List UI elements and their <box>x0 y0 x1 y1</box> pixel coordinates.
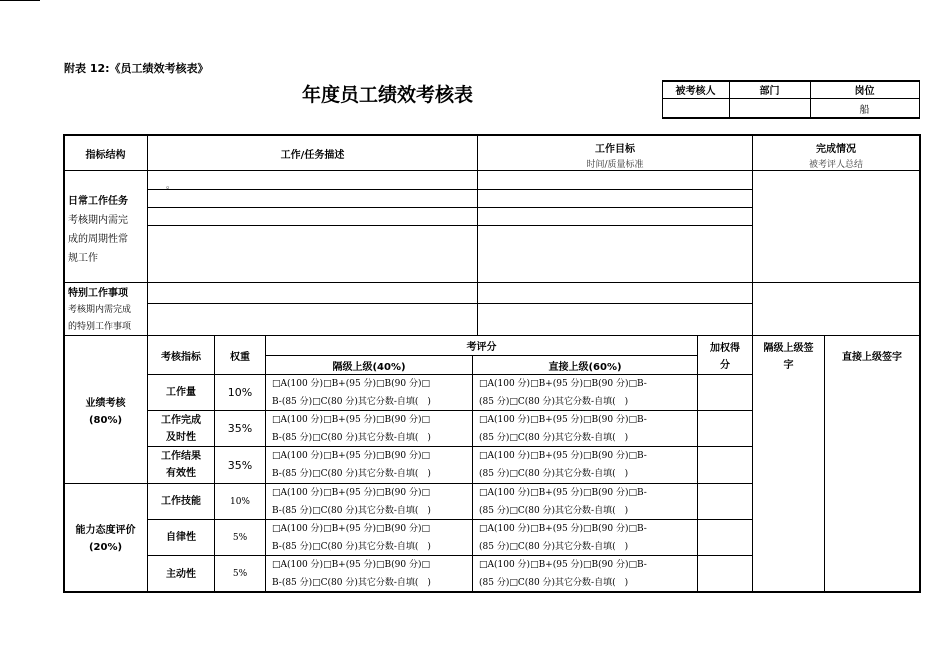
eval-row-weight: 35% <box>227 422 253 435</box>
special-desc-1: 考核期内需完成 <box>68 305 132 315</box>
eval-row-direct-options[interactable] <box>473 375 697 410</box>
eval-row-direct-options[interactable] <box>473 556 697 592</box>
info-header-department: 部门 <box>759 86 780 97</box>
eval-row-indicator-line: 工作量 <box>166 387 196 398</box>
score-option-line[interactable]: □A(100 分)□B+(95 分)□B(90 分)□B- <box>479 379 647 389</box>
eval-row-indicator-line: 主动性 <box>166 568 196 580</box>
score-option-line[interactable]: B-(85 分)□C(80 分)其它分数-自填( ) <box>272 469 431 479</box>
score-option-line[interactable]: (85 分)□C(80 分)其它分数-自填( ) <box>479 542 629 552</box>
score-option-line[interactable]: □A(100 分)□B+(95 分)□B(90 分)□ <box>272 451 431 461</box>
year-blank-line[interactable] <box>0 0 40 1</box>
eval-header-direct-sign: 直接上级签字 <box>842 351 902 363</box>
eval-header-direct-level: 直接上级(60%) <box>548 361 622 373</box>
info-value-position[interactable]: 船 <box>859 104 870 116</box>
eval-row-skip-options[interactable] <box>266 556 472 592</box>
score-option-line[interactable]: □A(100 分)□B+(95 分)□B(90 分)□B- <box>479 415 647 425</box>
weighted-line-2: 分 <box>720 360 730 371</box>
eval-row-direct-options[interactable] <box>473 520 697 555</box>
eval-row-weight: 35% <box>227 458 253 472</box>
performance-pct: (80%) <box>88 415 123 426</box>
info-header-position: 岗位 <box>854 86 875 97</box>
eval-row-indicator <box>148 556 214 592</box>
score-option-line[interactable]: □A(100 分)□B+(95 分)□B(90 分)□ <box>272 488 431 498</box>
daily-title: 日常工作任务 <box>68 196 128 207</box>
ability-title: 能力态度评价 <box>75 525 136 536</box>
eval-row-skip-options[interactable] <box>266 375 472 410</box>
eval-row-direct-options[interactable] <box>473 411 697 446</box>
daily-desc-2: 成的周期性常 <box>68 234 128 245</box>
score-option-line[interactable]: □A(100 分)□B+(95 分)□B(90 分)□B- <box>479 560 647 570</box>
weighted-line-1: 加权得 <box>710 343 740 354</box>
eval-row-skip-options[interactable] <box>266 411 472 446</box>
eval-row-indicator <box>148 520 214 555</box>
special-title: 特别工作事项 <box>68 288 128 299</box>
eval-row-indicator <box>148 375 214 410</box>
eval-row-indicator-line: 工作结果 <box>161 451 201 462</box>
score-option-line[interactable]: □A(100 分)□B+(95 分)□B(90 分)□ <box>272 379 431 389</box>
eval-header-skip-level: 隔级上级(40%) <box>332 361 406 373</box>
performance-title: 业绩考核 <box>85 398 126 409</box>
header-indicator-structure: 指标结构 <box>85 149 126 161</box>
page-title: 年度员工绩效考核表 <box>302 84 474 106</box>
score-option-line[interactable]: B-(85 分)□C(80 分)其它分数-自填( ) <box>272 506 431 516</box>
score-option-line[interactable]: B-(85 分)□C(80 分)其它分数-自填( ) <box>272 578 431 588</box>
daily-marker: 。 <box>166 181 176 191</box>
header-completion: 完成情况 <box>816 144 856 155</box>
eval-row-indicator-line: 及时性 <box>166 431 196 443</box>
score-option-line[interactable]: (85 分)□C(80 分)其它分数-自填( ) <box>479 433 629 443</box>
score-option-line[interactable]: B-(85 分)□C(80 分)其它分数-自填( ) <box>272 433 431 443</box>
daily-section-label <box>68 193 146 268</box>
eval-row-skip-options[interactable] <box>266 484 472 519</box>
skip-sign-line-1: 隔级上级签 <box>763 343 814 354</box>
eval-row-indicator-line: 有效性 <box>166 468 196 479</box>
daily-desc-1: 考核期内需完 <box>68 215 128 226</box>
eval-row-skip-options[interactable] <box>266 447 472 483</box>
eval-row-indicator-line: 自律性 <box>166 532 196 543</box>
header-work-goal-sub: 时间/质量标准 <box>586 160 644 170</box>
eval-header-score: 考评分 <box>466 342 497 353</box>
special-section-label <box>68 286 146 336</box>
eval-header-weighted <box>698 340 752 374</box>
score-option-line[interactable]: B-(85 分)□C(80 分)其它分数-自填( ) <box>272 397 431 407</box>
eval-row-indicator <box>148 411 214 446</box>
score-option-line[interactable]: □A(100 分)□B+(95 分)□B(90 分)□B- <box>479 488 647 498</box>
performance-section-label <box>64 395 147 429</box>
score-option-line[interactable]: □A(100 分)□B+(95 分)□B(90 分)□ <box>272 415 431 425</box>
score-option-line[interactable]: □A(100 分)□B+(95 分)□B(90 分)□ <box>272 560 431 570</box>
eval-header-weight: 权重 <box>230 351 250 363</box>
eval-row-skip-options[interactable] <box>266 520 472 555</box>
score-option-line[interactable]: (85 分)□C(80 分)其它分数-自填( ) <box>479 578 629 588</box>
score-option-line[interactable]: □A(100 分)□B+(95 分)□B(90 分)□ <box>272 524 431 534</box>
score-option-line[interactable]: □A(100 分)□B+(95 分)□B(90 分)□B- <box>479 451 647 461</box>
skip-sign-line-2: 字 <box>783 360 794 371</box>
score-option-line[interactable]: B-(85 分)□C(80 分)其它分数-自填( ) <box>272 542 431 552</box>
eval-row-indicator <box>148 484 214 519</box>
daily-desc-3: 规工作 <box>68 253 98 264</box>
header-task-description: 工作/任务描述 <box>280 149 345 161</box>
appendix-title: 附表 12:《员工绩效考核表》 <box>64 62 209 75</box>
ability-section-label <box>64 522 147 556</box>
ability-pct: (20%) <box>88 542 123 553</box>
eval-header-indicator: 考核指标 <box>161 351 201 363</box>
info-value-reviewee[interactable] <box>662 99 729 117</box>
eval-row-indicator <box>148 447 214 483</box>
eval-row-indicator-line: 工作技能 <box>161 496 201 507</box>
score-option-line[interactable]: (85 分)□C(80 分)其它分数-自填( ) <box>479 506 629 516</box>
info-header-reviewee: 被考核人 <box>675 86 716 97</box>
score-option-line[interactable]: (85 分)□C(80 分)其它分数-自填( ) <box>479 397 629 407</box>
info-value-department[interactable] <box>729 99 810 117</box>
eval-row-weight: 10% <box>229 496 250 507</box>
eval-row-weight: 5% <box>232 569 248 579</box>
eval-row-weight: 5% <box>232 532 248 543</box>
eval-row-weight: 10% <box>227 386 253 399</box>
eval-row-direct-options[interactable] <box>473 484 697 519</box>
eval-row-direct-options[interactable] <box>473 447 697 483</box>
header-work-goal: 工作目标 <box>595 144 635 155</box>
special-desc-2: 的特别工作事项 <box>68 322 132 332</box>
eval-header-skip-sign <box>753 340 824 374</box>
score-option-line[interactable]: □A(100 分)□B+(95 分)□B(90 分)□B- <box>479 524 647 534</box>
score-option-line[interactable]: (85 分)□C(80 分)其它分数-自填( ) <box>479 469 629 479</box>
header-completion-sub: 被考评人总结 <box>808 160 863 170</box>
eval-row-indicator-line: 工作完成 <box>161 414 201 426</box>
